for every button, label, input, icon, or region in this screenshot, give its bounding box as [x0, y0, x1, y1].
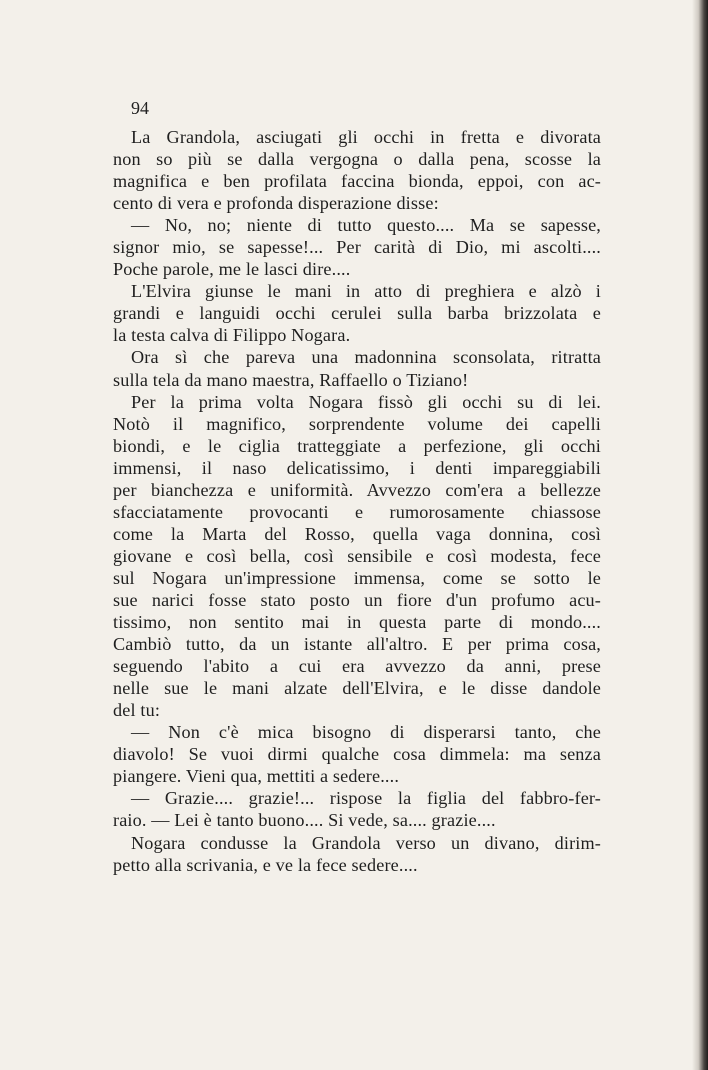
text-line: nelle sue le mani alzate dell'Elvira, e le disse dandole — [113, 678, 601, 699]
text-line: sul Nogara un'impressione immensa, come se sotto le — [113, 567, 601, 588]
text-line: sulla tela da mano maestra, Raffaello o Tiziano! — [113, 369, 469, 390]
text-line: Ora sì che pareva una madonnina sconsolata, ritratta — [131, 347, 601, 368]
text-line: Cambiò tutto, da un istante all'altro. E per prima cosa, — [113, 634, 601, 655]
text-line: — No, no; niente di tutto questo.... Ma se sapesse, — [131, 215, 601, 236]
text-line: Notò il magnifico, sorprendente volume dei capelli — [113, 413, 601, 434]
text-line: tissimo, non sentito mai in questa parte di mondo.... — [113, 612, 601, 633]
text-line: del tu: — [113, 700, 161, 721]
text-line: la testa calva di Filippo Nogara. — [113, 325, 351, 346]
text-line: seguendo l'abito a cui era avvezzo da anni, prese — [113, 656, 601, 677]
text-line: giovane e così bella, così sensibile e così modesta, fece — [113, 545, 601, 566]
text-line: immensi, il naso delicatissimo, i denti impareggiabili — [113, 457, 601, 478]
text-line: — Grazie.... grazie!... rispose la figlia del fabbro-fer- — [131, 788, 601, 809]
text-line: non so più se dalla vergogna o dalla pena, scosse la — [113, 149, 601, 170]
text-line: sue narici fosse stato posto un fiore d'un profumo acu- — [113, 589, 601, 610]
page-binding-edge — [692, 0, 708, 1070]
text-line: L'Elvira giunse le mani in atto di preghiera e alzò i — [131, 281, 601, 302]
text-line: biondi, e le ciglia tratteggiate a perfezione, gli occhi — [113, 435, 601, 456]
text-line: Nogara condusse la Grandola verso un divano, dirim- — [131, 832, 601, 853]
text-line: signor mio, se sapesse!... Per carità di Dio, mi ascolti.... — [113, 237, 601, 258]
body-text — [113, 126, 601, 876]
text-line: raio. — Lei è tanto buono.... Si vede, sa.... grazie.... — [113, 810, 496, 831]
text-line: Poche parole, me le lasci dire.... — [113, 259, 351, 280]
text-line: La Grandola, asciugati gli occhi in fretta e divorata — [131, 127, 601, 147]
text-line: come la Marta del Rosso, quella vaga donnina, così — [113, 523, 601, 544]
text-line: per bianchezza e uniformità. Avvezzo com'era a bellezze — [113, 479, 601, 500]
text-line: piangere. Vieni qua, mettiti a sedere.... — [113, 766, 400, 787]
text-line: Per la prima volta Nogara fissò gli occhi su di lei. — [131, 391, 601, 412]
text-line: magnifica e ben profilata faccina bionda, eppoi, con ac- — [113, 171, 601, 192]
page-number: 94 — [131, 98, 149, 118]
text-line: grandi e languidi occhi cerulei sulla barba brizzolata e — [113, 303, 601, 324]
text-line: cento di vera e profonda disperazione disse: — [113, 193, 439, 214]
text-line: diavolo! Se vuoi dirmi qualche cosa dimmela: ma senza — [113, 744, 601, 765]
text-line: petto alla scrivania, e ve la fece sedere.... — [113, 854, 418, 875]
text-line: sfacciatamente provocanti e rumorosamente chiassose — [113, 501, 601, 522]
text-line: — Non c'è mica bisogno di disperarsi tanto, che — [131, 722, 601, 743]
